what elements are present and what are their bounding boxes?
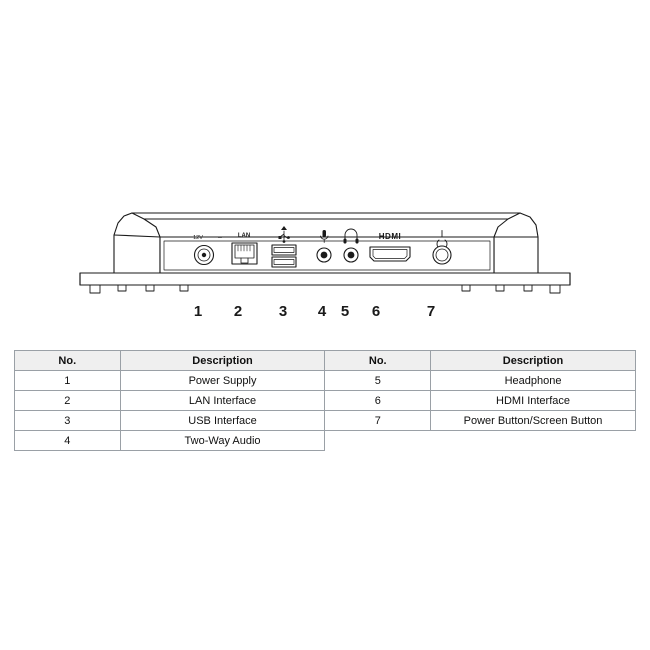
cell-description: HDMI Interface [431,391,636,411]
table-row [15,391,636,411]
header-desc-left: Description [120,351,325,371]
callout-7: 7 [426,303,436,320]
svg-text:HDMI: HDMI [378,232,402,241]
cell-no: 4 [15,431,121,451]
cell-no: 7 [325,411,431,431]
cell-description: Power Supply [120,371,325,391]
table-row [15,431,636,451]
table-row [15,371,636,391]
svg-text:LAN: LAN [237,233,251,239]
cell-no: 5 [325,371,431,391]
cell-no: 6 [325,391,431,411]
cell-no: 2 [15,391,121,411]
svg-text:12V: 12V [193,235,203,241]
callout-3: 3 [278,303,288,320]
header-no-left: No. [15,351,121,371]
callout-2: 2 [233,303,243,320]
callout-6: 6 [371,303,381,320]
header-no-right: No. [325,351,431,371]
table-header-row [15,351,636,371]
cell-no: 1 [15,371,121,391]
cell-description: Two-Way Audio [120,431,325,451]
cell-no: 3 [15,411,121,431]
device-base-bar [80,273,570,293]
cell-description: Headphone [431,371,636,391]
table-row [15,411,636,431]
cell-empty [325,431,431,451]
cell-empty [431,431,636,451]
callout-5: 5 [340,303,350,320]
cell-description: Power Button/Screen Button [431,411,636,431]
callout-4: 4 [317,303,327,320]
callout-1: 1 [193,303,203,320]
svg-text:⎓: ⎓ [218,235,222,240]
cell-description: USB Interface [120,411,325,431]
port-description-table [14,350,636,451]
cell-description: LAN Interface [120,391,325,411]
header-desc-right: Description [431,351,636,371]
